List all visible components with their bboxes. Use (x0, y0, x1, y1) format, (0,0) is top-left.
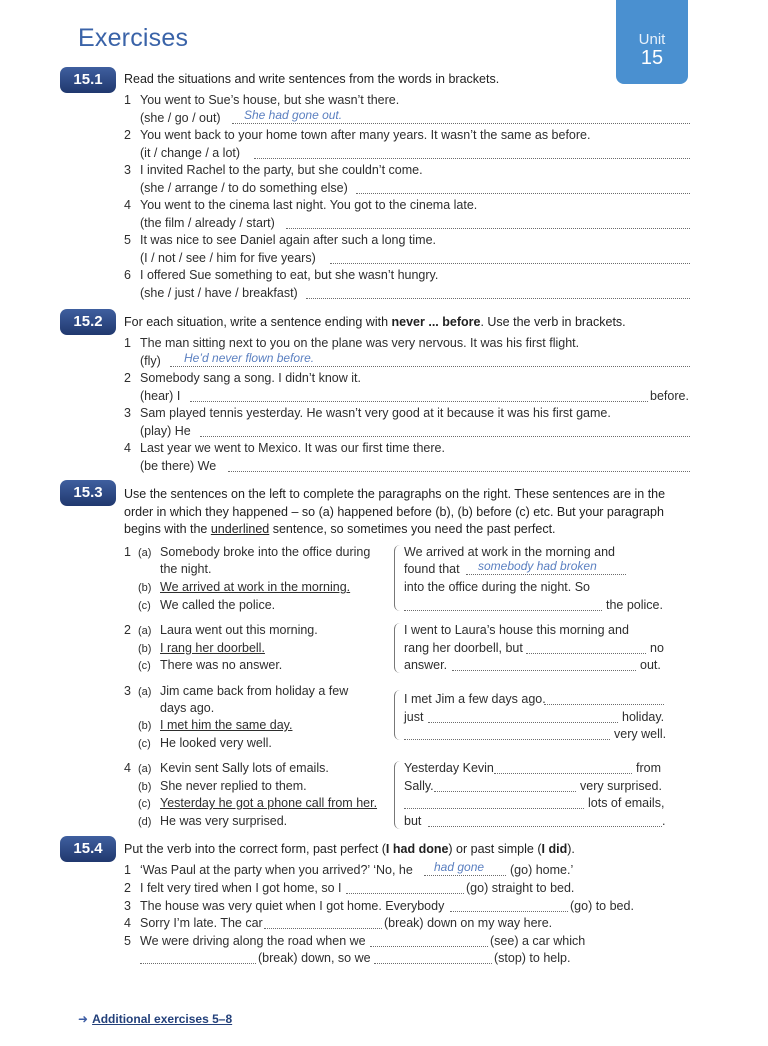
option-letter: (c) (138, 660, 151, 672)
option-letter: (a) (138, 625, 152, 637)
instruction-keyword: I did (541, 842, 568, 856)
item-text-ending: (stop) to help. (494, 951, 571, 965)
answer-line[interactable] (170, 366, 690, 367)
item-text: I felt very tired when I got home, so I (140, 881, 342, 895)
answer-line[interactable] (404, 610, 602, 611)
situation-text: Sam played tennis yesterday. He wasn’t very good at it because it was his first game. (140, 406, 611, 420)
instruction-part: ) or past simple ( (448, 842, 542, 856)
paragraph-ending: the police. (606, 598, 663, 612)
sentence-ending: before. (650, 389, 689, 403)
option-letter: (a) (138, 547, 152, 559)
item-number: 3 (124, 163, 131, 177)
instruction-part: . Use the verb in brackets. (480, 315, 626, 329)
unit-number: 15 (640, 47, 664, 69)
example-answer: He’d never flown before. (184, 351, 315, 365)
option-letter: (a) (138, 763, 152, 775)
option-letter: (b) (138, 582, 152, 594)
sentence-a-continued: days ago. (160, 701, 215, 715)
situation-text: Last year we went to Mexico. It was our first time there. (140, 441, 445, 455)
instruction-part: sentence, so sometimes you need the past perfect. (269, 522, 556, 536)
page-title: Exercises (78, 24, 189, 52)
item-text-ending: (break) down on my way here. (384, 916, 553, 930)
answer-line[interactable] (494, 773, 632, 774)
bracket (394, 623, 403, 673)
prompt-text: (I / not / see / him for five years) (140, 251, 316, 265)
answer-line[interactable] (264, 928, 382, 929)
paragraph-line: found that (404, 562, 460, 576)
exercise-15-4-instruction (124, 841, 575, 859)
paragraph-word: very surprised. (580, 779, 662, 793)
sentence-b-underlined: We arrived at work in the morning. (160, 580, 351, 594)
option-letter: (a) (138, 686, 152, 698)
option-letter: (c) (138, 798, 151, 810)
bracket (394, 545, 403, 611)
item-number: 1 (124, 336, 131, 350)
prompt-text: (she / arrange / to do something else) (140, 181, 348, 195)
arrow-right-icon: ➜ (78, 1012, 89, 1026)
instruction-part: ). (567, 842, 575, 856)
answer-line[interactable] (434, 791, 576, 792)
paragraph-ending: very well. (614, 727, 667, 741)
additional-exercises-link[interactable] (78, 1012, 232, 1026)
sentence-d: He was very surprised. (160, 814, 288, 828)
prompt-text: (the film / already / start) (140, 216, 275, 230)
paragraph-line: rang her doorbell, but (404, 641, 523, 655)
answer-line[interactable] (370, 946, 488, 947)
answer-line[interactable] (544, 704, 664, 705)
paragraph-word: from (636, 761, 661, 775)
answer-line[interactable] (404, 808, 584, 809)
answer-line[interactable] (330, 263, 690, 264)
paragraph-word: no (650, 641, 664, 655)
sentence-a: Jim came back from holiday a few (160, 684, 349, 698)
exercise-15-2-instruction (124, 314, 626, 332)
answer-line[interactable] (452, 670, 636, 671)
situation-text: I invited Rachel to the party, but she couldn’t come. (140, 163, 423, 177)
prompt-text: (be there) We (140, 459, 217, 473)
prompt-text: (hear) I (140, 389, 181, 403)
item-number: 1 (124, 93, 131, 107)
answer-line[interactable] (526, 653, 646, 654)
situation-text: You went to Sue’s house, but she wasn’t there. (140, 93, 400, 107)
answer-line[interactable] (428, 722, 618, 723)
sentence-a: Laura went out this morning. (160, 623, 318, 637)
option-letter: (b) (138, 720, 152, 732)
situation-text: You went to the cinema last night. You got to the cinema late. (140, 198, 478, 212)
sentence-a: Kevin sent Sally lots of emails. (160, 761, 329, 775)
item-number: 6 (124, 268, 131, 282)
bracket (394, 690, 403, 740)
instruction-part: Put the verb into the correct form, past perfect ( (124, 842, 386, 856)
paragraph-word: holiday. (622, 710, 665, 724)
answer-line[interactable] (356, 193, 690, 194)
item-number: 3 (124, 899, 131, 913)
group-number: 2 (124, 623, 131, 637)
situation-text: You went back to your home town after many years. It wasn’t the same as before. (140, 128, 591, 142)
sentence-b: She never replied to them. (160, 779, 307, 793)
paragraph-ending: . (662, 814, 666, 828)
answer-line[interactable] (404, 739, 610, 740)
answer-line[interactable] (190, 401, 648, 402)
group-number: 3 (124, 684, 131, 698)
paragraph-line: into the office during the night. So (404, 580, 591, 594)
sentence-c: He looked very well. (160, 736, 272, 750)
instruction-part: begins with the (124, 522, 211, 536)
example-answer: She had gone out. (244, 108, 343, 122)
item-number: 4 (124, 916, 131, 930)
group-number: 4 (124, 761, 131, 775)
item-number: 5 (124, 934, 131, 948)
item-text-continued: (see) a car which (490, 934, 586, 948)
answer-line[interactable] (232, 123, 690, 124)
item-text-ending: (go) to bed. (570, 899, 634, 913)
answer-line[interactable] (254, 158, 690, 159)
answer-line[interactable] (200, 436, 690, 437)
exercise-badge-15-1: 15.1 (60, 67, 116, 93)
instruction-keyword: I had done (385, 842, 449, 856)
answer-line[interactable] (306, 298, 690, 299)
option-letter: (c) (138, 738, 151, 750)
answer-line[interactable] (450, 911, 568, 912)
option-letter: (b) (138, 781, 152, 793)
paragraph-line: answer. (404, 658, 448, 672)
prompt-text: (it / change / a lot) (140, 146, 241, 160)
exercise-badge-15-4: 15.4 (60, 836, 116, 862)
example-answer: had gone (434, 860, 485, 874)
paragraph-line: I met Jim a few days ago. (404, 692, 546, 706)
item-text-ending: (go) straight to bed. (466, 881, 575, 895)
sentence-a: Somebody broke into the office during (160, 545, 371, 559)
situation-text: I offered Sue something to eat, but she wasn’t hungry. (140, 268, 439, 282)
paragraph-line: Yesterday Kevin (404, 761, 494, 775)
additional-exercises-label: Additional exercises 5–8 (92, 1012, 233, 1026)
item-number: 2 (124, 371, 131, 385)
prompt-text: (she / go / out) (140, 111, 221, 125)
item-text: The house was very quiet when I got home. Everybody (140, 899, 445, 913)
option-letter: (b) (138, 643, 152, 655)
unit-label: Unit (638, 31, 666, 48)
exercise-15-1-instruction: Read the situations and write sentences from the words in brackets. (124, 72, 500, 86)
item-number: 1 (124, 863, 131, 877)
instruction-underlined-word: underlined (210, 522, 270, 536)
item-text: Sorry I’m late. The car (140, 916, 263, 930)
answer-line[interactable] (424, 875, 506, 876)
paragraph-line: I went to Laura’s house this morning and (404, 623, 629, 637)
bracket (394, 761, 403, 829)
answer-line[interactable] (374, 963, 492, 964)
exercise-badge-15-3: 15.3 (60, 480, 116, 506)
paragraph-ending: out. (640, 658, 661, 672)
prompt-text: (she / just / have / breakfast) (140, 286, 298, 300)
instruction-line: order in which they happened – so (a) happened before (b), (b) before (c) etc. But your paragraph (124, 504, 664, 519)
sentence-c: We called the police. (160, 598, 276, 612)
answer-line[interactable] (286, 228, 690, 229)
instruction-line (124, 521, 665, 539)
option-letter: (d) (138, 816, 152, 828)
prompt-text: (play) He (140, 424, 191, 438)
unit-tab (616, 0, 688, 84)
paragraph-line: We arrived at work in the morning and (404, 545, 615, 559)
instruction-line: Use the sentences on the left to complete the paragraphs on the right. These sentences are in the (124, 487, 666, 501)
option-letter: (c) (138, 600, 151, 612)
exercise-15-3-instruction (124, 486, 665, 539)
situation-text: Somebody sang a song. I didn’t know it. (140, 371, 361, 385)
instruction-part: For each situation, write a sentence ending with (124, 315, 392, 329)
answer-line[interactable] (466, 574, 626, 575)
sentence-c: There was no answer. (160, 658, 283, 672)
sentence-b-underlined: I rang her doorbell. (160, 641, 265, 655)
answer-line[interactable] (140, 963, 256, 964)
example-answer: somebody had broken (478, 559, 597, 573)
item-text-ending: (go) home.’ (510, 863, 574, 877)
group-number: 1 (124, 545, 131, 559)
answer-line[interactable] (346, 893, 464, 894)
item-number: 5 (124, 233, 131, 247)
paragraph-line: but (404, 814, 422, 828)
item-number: 3 (124, 406, 131, 420)
item-number: 4 (124, 441, 131, 455)
item-text: ‘Was Paul at the party when you arrived?’ ‘No, he (140, 863, 413, 877)
item-number: 2 (124, 881, 131, 895)
item-text-continued: (break) down, so we (258, 951, 371, 965)
instruction-keyword: never ... before (391, 315, 481, 329)
situation-text: It was nice to see Daniel again after such a long time. (140, 233, 436, 247)
item-number: 2 (124, 128, 131, 142)
item-text: We were driving along the road when we (140, 934, 366, 948)
exercise-badge-15-2: 15.2 (60, 309, 116, 335)
sentence-b-underlined: I met him the same day. (160, 718, 293, 732)
sentence-c-underlined: Yesterday he got a phone call from her. (160, 796, 378, 810)
situation-text: The man sitting next to you on the plane was very nervous. It was his first flight. (140, 336, 580, 350)
sentence-a-continued: the night. (160, 562, 212, 576)
answer-line[interactable] (228, 471, 690, 472)
answer-line[interactable] (428, 826, 662, 827)
item-number: 4 (124, 198, 131, 212)
paragraph-line: just (404, 710, 424, 724)
paragraph-word: lots of emails, (588, 796, 665, 810)
prompt-text: (fly) (140, 354, 161, 368)
paragraph-line: Sally. (404, 779, 434, 793)
